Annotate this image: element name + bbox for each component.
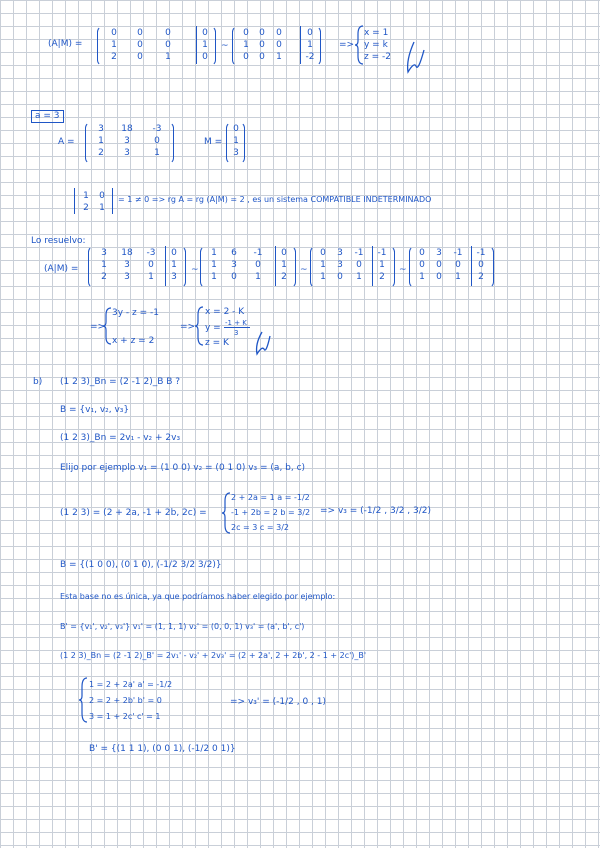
- sys1-eq1: 3y - z = -1: [112, 308, 159, 318]
- matrix-cell: 3: [124, 260, 130, 270]
- matrix-cell: 3: [124, 272, 130, 282]
- brace-icon: [195, 305, 205, 347]
- matrix-cell: 0: [99, 191, 105, 201]
- matrix-cell: 0: [259, 40, 265, 50]
- matrix-bar: [372, 246, 373, 286]
- matrix-cell: -3: [146, 248, 156, 258]
- matrix-cell: 0: [356, 260, 362, 270]
- matrix-r3-left: [315, 247, 369, 283]
- matrix-cell: 0: [320, 248, 326, 258]
- matrix-cell: 1: [98, 136, 104, 146]
- matrix-cell: 1: [320, 260, 326, 270]
- matrix-cell: 1: [165, 52, 171, 62]
- M-right-paren: [239, 122, 245, 164]
- matrix-cell: 3: [233, 148, 239, 158]
- frac-den: 3: [234, 329, 239, 337]
- arrow: =>: [90, 322, 106, 332]
- matrix-cell: 1: [148, 272, 154, 282]
- matrix-cell: 1: [211, 248, 217, 258]
- tilde: ~: [300, 265, 308, 275]
- matrix-cell: 1: [154, 148, 160, 158]
- matrix-cell: 1: [243, 40, 249, 50]
- matrix-bar: [275, 246, 276, 286]
- matrix-cell: 3: [171, 272, 177, 282]
- matrix-cell: 2: [379, 272, 385, 282]
- matrix-cell: 0: [255, 260, 261, 270]
- matrix-r2-right: [278, 247, 290, 283]
- matrix-bar: [196, 26, 197, 64]
- note-text: Esta base no es única, ya que podríamos haber elegido por ejemplo:: [60, 592, 336, 601]
- r4-right-paren: [488, 246, 494, 288]
- matrix-cell: 1: [419, 272, 425, 282]
- matrix-cell: 1: [211, 260, 217, 270]
- matrix-cell: 0: [137, 52, 143, 62]
- matrix-cell: 0: [137, 40, 143, 50]
- b-eq-sys3: 2c = 3 c = 3/2: [231, 523, 289, 532]
- matrix-cell: 2: [98, 148, 104, 158]
- case-box: a = 3: [31, 110, 64, 123]
- matrix-cell: z = -2: [364, 52, 391, 62]
- basis-B: B = {(1 0 0), (0 1 0), (-1/2 3/2 3/2)}: [60, 560, 222, 570]
- minor: [78, 190, 110, 214]
- matrix-cell: 3: [124, 136, 130, 146]
- matrix-cell: -2: [305, 52, 315, 62]
- b-eq-sys2: -1 + 2b = 2 b = 3/2: [231, 508, 311, 517]
- m2-right-paren: [315, 26, 321, 66]
- matrix-cell: 0: [165, 28, 171, 38]
- b-line1: (1 2 3)_Bn = (2 -1 2)_B B ?: [60, 377, 181, 387]
- matrix-cell: 1: [83, 191, 89, 201]
- matrix-cell: 0: [137, 28, 143, 38]
- sys2-eq3: z = K: [205, 338, 229, 348]
- sys3-eq3: 3 = 1 + 2c' c' = 1: [89, 712, 161, 721]
- tilde: ~: [399, 265, 407, 275]
- b-line3: (1 2 3)_Bn = 2v₁ - v₂ + 2v₃: [60, 433, 181, 443]
- matrix-cell: 2: [281, 272, 287, 282]
- b-eq-result: => v₃ = (-1/2 , 3/2 , 3/2): [320, 506, 432, 516]
- sys3-eq2: 2 = 2 + 2b' b' = 0: [89, 696, 162, 705]
- matrix-cell: 1: [171, 260, 177, 270]
- matrix-cell: 3: [436, 248, 442, 258]
- r1-right-paren: [180, 246, 186, 288]
- sys3-eq1: 1 = 2 + 2a' a' = -1/2: [89, 680, 173, 689]
- matrix-cell: 3: [231, 260, 237, 270]
- matrix-bar: [471, 246, 472, 286]
- matrix-cell: 0: [243, 28, 249, 38]
- matrix-cell: 0: [455, 260, 461, 270]
- b-eq-lhs: (1 2 3) = (2 + 2a, -1 + 2b, 2c) =: [60, 508, 207, 518]
- matrix-cell: 0: [436, 272, 442, 282]
- matrix-cell: -1: [253, 248, 263, 258]
- matrix-bar: [165, 246, 166, 286]
- matrix-cell: 0: [436, 260, 442, 270]
- matrix-cell: 3: [124, 148, 130, 158]
- matrix-cell: 3: [337, 248, 343, 258]
- matrix-cell: 1: [281, 260, 287, 270]
- matrix-cell: 2: [478, 272, 484, 282]
- m1-right-paren: [210, 26, 216, 66]
- frac-num: -1 + K: [225, 319, 247, 327]
- matrix-cell: y = k: [364, 40, 388, 50]
- matrix-cell: 1: [276, 52, 282, 62]
- tilde: ~: [191, 265, 199, 275]
- matrix-cell: 3: [98, 124, 104, 134]
- matrix-cell: -1: [354, 248, 364, 258]
- matrix-cell: 1: [233, 136, 239, 146]
- sys1-eq2: x + z = 2: [112, 336, 155, 346]
- matrix-cell: 18: [121, 248, 133, 258]
- matrix-cell: 0: [276, 28, 282, 38]
- brace-icon: [79, 676, 89, 724]
- matrix-cell: 0: [233, 124, 239, 134]
- matrix-cell: 1: [455, 272, 461, 282]
- matrix-cell: 1: [379, 260, 385, 270]
- sys2-eq2: y =: [205, 323, 221, 333]
- matrix-cell: 0: [307, 28, 313, 38]
- matrix-cell: 2: [101, 272, 107, 282]
- matrix-cell: 0: [419, 248, 425, 258]
- matrix-cell: -3: [152, 124, 162, 134]
- tilde: ~: [221, 41, 229, 51]
- M-label: M =: [204, 137, 223, 147]
- b-eq2: (1 2 3)_Bn = (2 -1 2)_B' = 2v₁' - v₂' + 2v₃' = (2 + 2a', 2 + 2b', 2 - 1 + 2c')_B': [60, 651, 367, 660]
- am-label-2: (A|M) =: [44, 264, 79, 274]
- A-label: A =: [58, 137, 75, 147]
- matrix-A: [90, 123, 172, 159]
- matrix-cell: 1: [99, 203, 105, 213]
- end-mark-icon: [250, 330, 274, 360]
- final-basis: B' = {(1 1 1), (0 0 1), (-1/2 0 1)}: [89, 744, 236, 754]
- matrix-cell: 1: [356, 272, 362, 282]
- r3-right-paren: [389, 246, 395, 288]
- r2-right-paren: [290, 246, 296, 288]
- b-line4: Elijo por ejemplo v₁ = (1 0 0) v₂ = (0 1 0) v₃ = (a, b, c): [60, 463, 306, 473]
- matrix-cell: -1: [476, 248, 486, 258]
- det-bar-right: [112, 188, 113, 214]
- matrix-cell: 2: [83, 203, 89, 213]
- matrix-cell: 0: [148, 260, 154, 270]
- part-b-label: b): [33, 377, 43, 387]
- matrix-cell: 3: [337, 260, 343, 270]
- matrix-cell: 0: [281, 248, 287, 258]
- matrix-cell: -1: [453, 248, 463, 258]
- arrow: =>: [339, 40, 355, 50]
- matrix-r4-right: [474, 247, 488, 283]
- A-right-paren: [168, 122, 174, 164]
- matrix-cell: 0: [231, 272, 237, 282]
- matrix-cell: 3: [101, 248, 107, 258]
- matrix-cell: 1: [307, 40, 313, 50]
- matrix-cell: x = 1: [364, 28, 389, 38]
- matrix-r3-right: [375, 247, 389, 283]
- matrix-cell: 0: [202, 52, 208, 62]
- sys2-eq1: x = 2 - K: [205, 307, 245, 317]
- matrix-cell: 6: [231, 248, 237, 258]
- matrix-cell: 0: [243, 52, 249, 62]
- matrix-r4-left: [414, 247, 468, 283]
- matrix-cell: 0: [202, 28, 208, 38]
- matrix-cell: 1: [211, 272, 217, 282]
- resolve-label: Lo resuelvo:: [31, 236, 86, 246]
- b-eq-sys1: 2 + 2a = 1 a = -1/2: [231, 493, 310, 502]
- matrix-cell: 0: [478, 260, 484, 270]
- matrix-cell: 0: [337, 272, 343, 282]
- matrix-cell: 1: [202, 40, 208, 50]
- matrix-cell: 2: [111, 52, 117, 62]
- arrow: =>: [180, 322, 196, 332]
- end-mark-icon: [400, 40, 430, 80]
- matrix-2-left: [238, 27, 288, 63]
- b-line2: B = {v₁, v₂, v₃}: [60, 405, 130, 415]
- matrix-cell: 0: [171, 248, 177, 258]
- matrix-r1-left: [94, 247, 162, 283]
- matrix-cell: 0: [111, 28, 117, 38]
- matrix-cell: 0: [276, 40, 282, 50]
- matrix-cell: 1: [101, 260, 107, 270]
- matrix-cell: 0: [154, 136, 160, 146]
- det-bar-left: [74, 188, 75, 214]
- rank-text: = 1 ≠ 0 => rg A = rg (A|M) = 2 , es un sistema COMPATIBLE INDETERMINADO: [118, 195, 432, 204]
- matrix-bar: [300, 26, 301, 64]
- matrix-cell: 0: [259, 28, 265, 38]
- b-prime-line: B' = {v₁', v₂', v₃'} v₁' = (1, 1, 1) v₂' = (0, 0, 1) v₃' = (a', b', c'): [60, 622, 305, 631]
- am-label-1: (A|M) =: [48, 39, 83, 49]
- matrix-cell: 0: [259, 52, 265, 62]
- matrix-cell: 18: [121, 124, 133, 134]
- matrix-cell: 0: [419, 260, 425, 270]
- matrix-cell: 1: [320, 272, 326, 282]
- matrix-cell: 1: [255, 272, 261, 282]
- matrix-cell: -1: [377, 248, 387, 258]
- sys3-result: => v₃' = (-1/2 , 0 , 1): [230, 697, 326, 707]
- matrix-cell: 0: [165, 40, 171, 50]
- matrix-cell: 1: [111, 40, 117, 50]
- matrix-r1-right: [168, 247, 180, 283]
- matrix-r2-left: [205, 247, 271, 283]
- matrix-1-left: [103, 27, 181, 63]
